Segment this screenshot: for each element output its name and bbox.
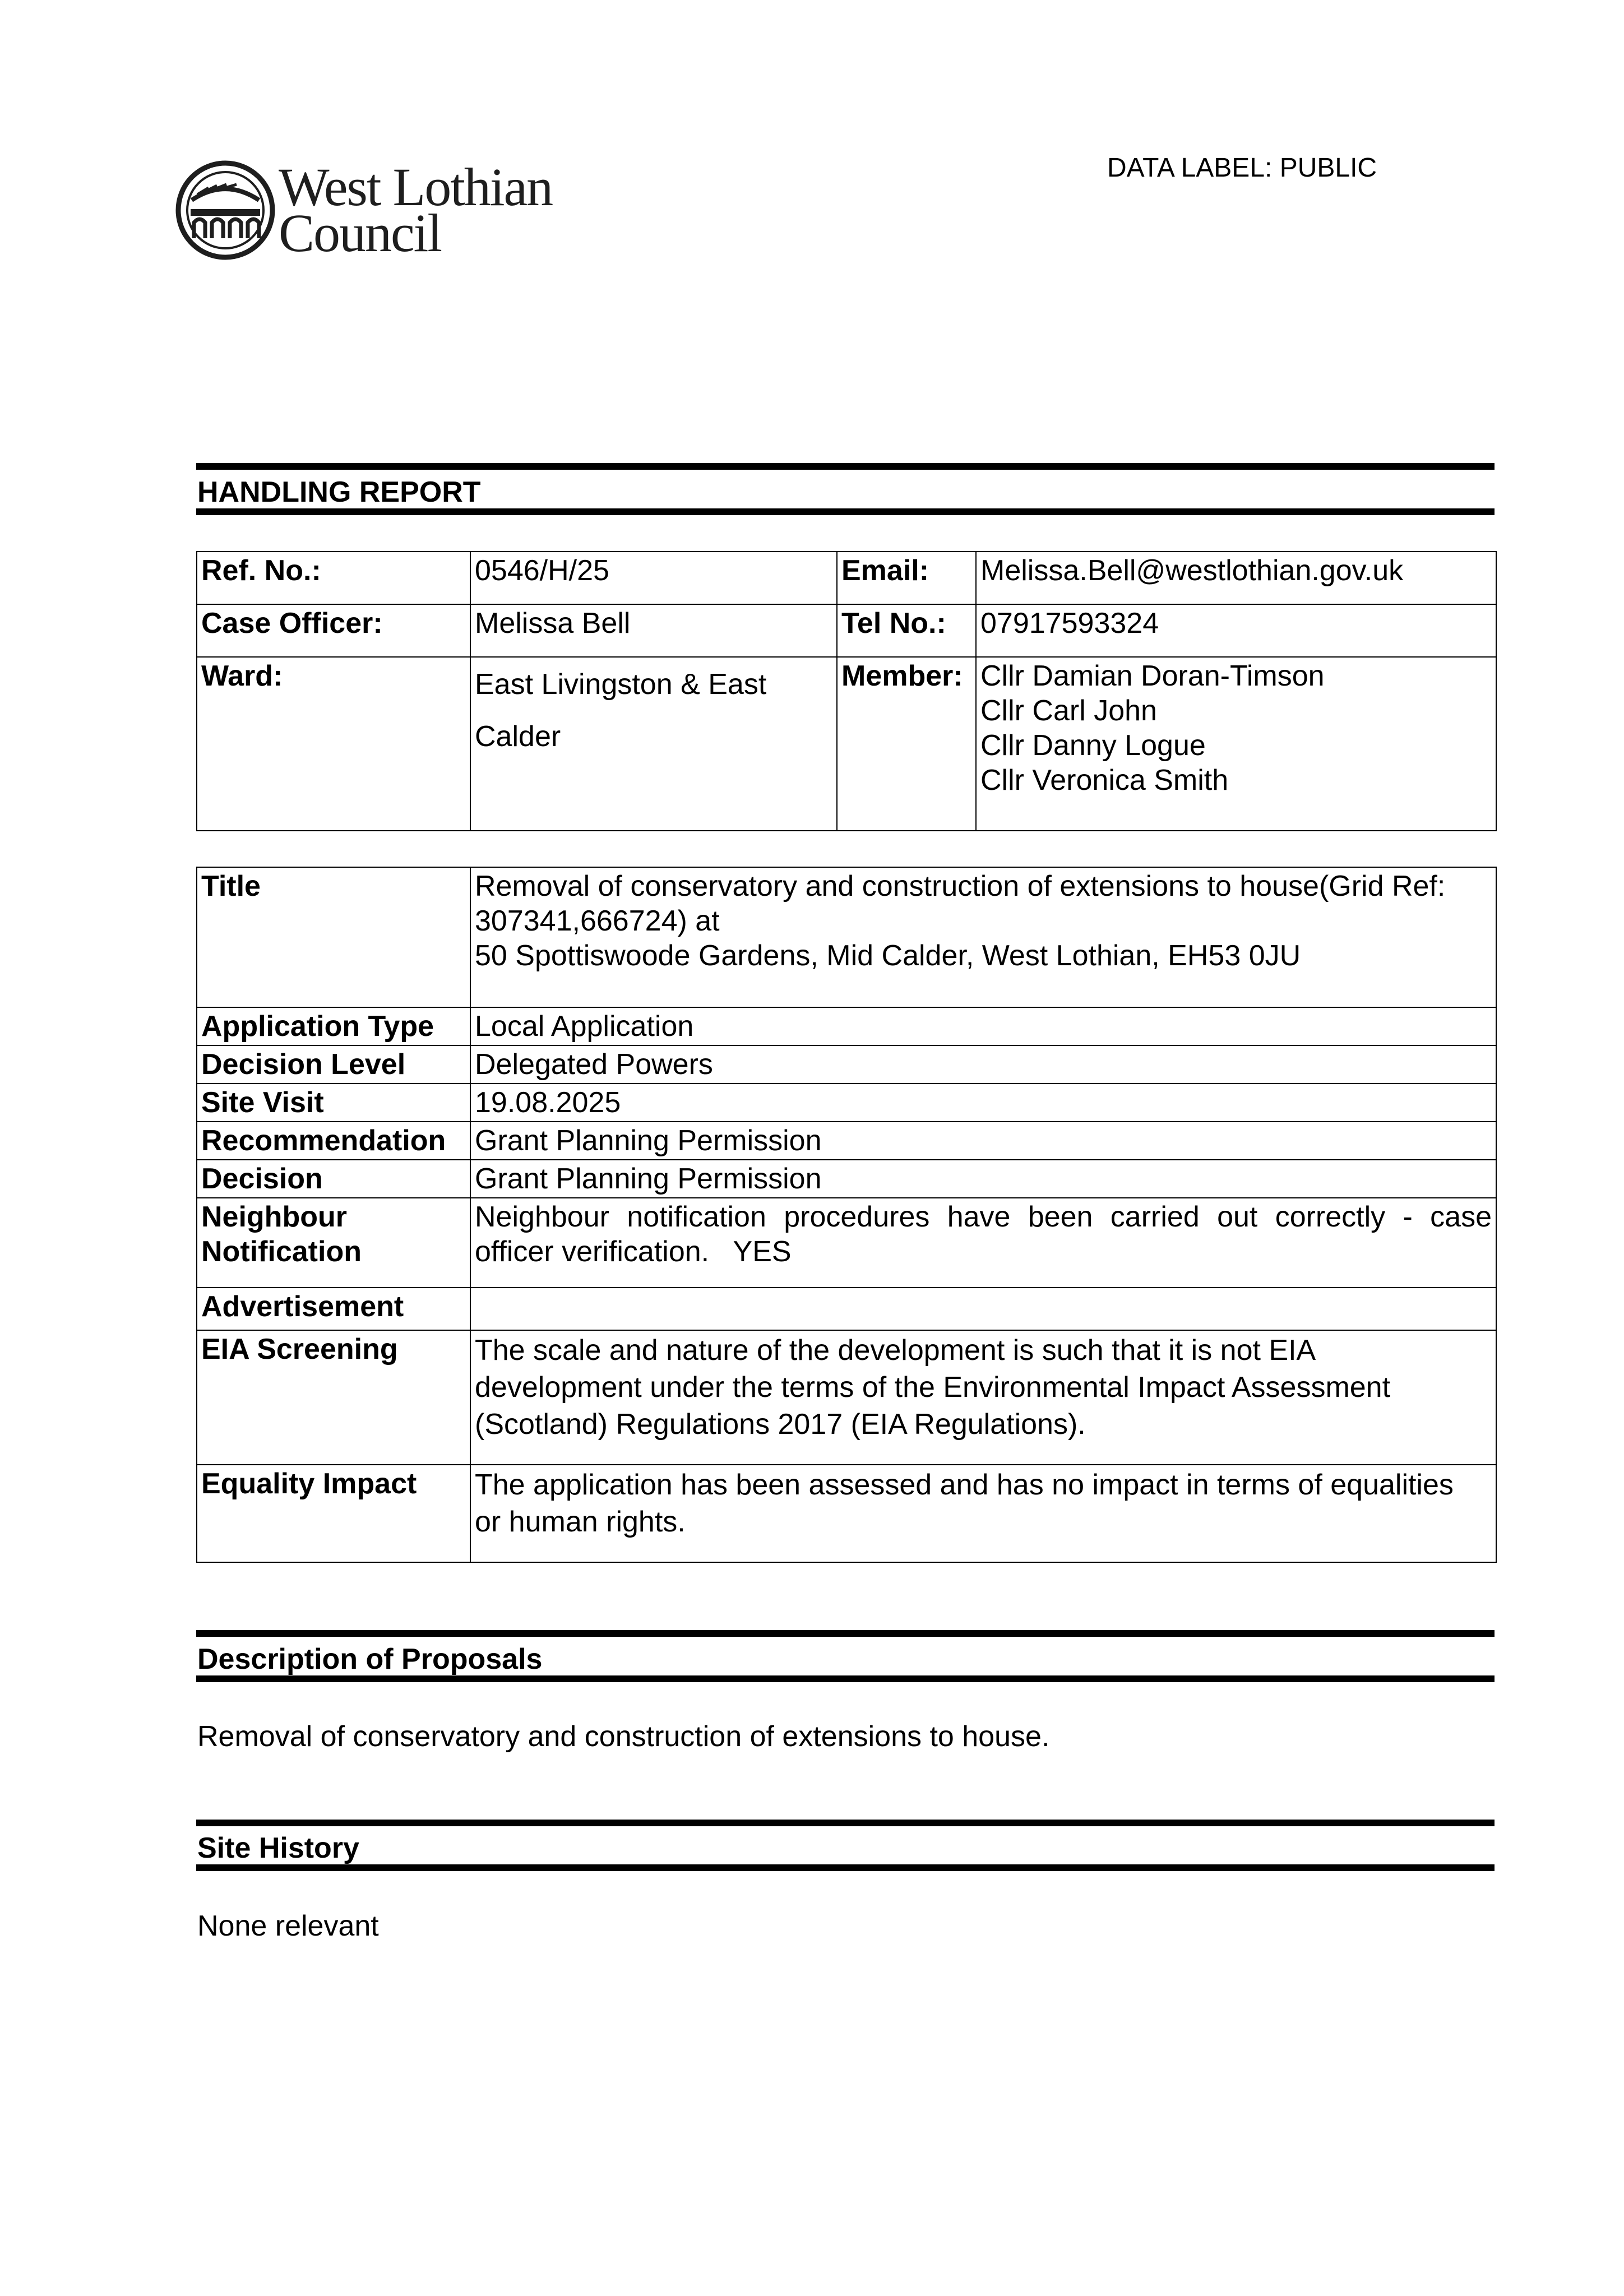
neighbour-notification-value (470, 1198, 1496, 1288)
logo-wordmark (279, 157, 553, 263)
table-row (197, 552, 1496, 604)
title-line: 50 Spottiswoode Gardens, Mid Calder, West Lothian, EH53 0JU (475, 939, 1301, 972)
logo-line-2: Council (279, 203, 441, 263)
title-line: 307341,666724) at (475, 905, 720, 937)
ward-value (470, 657, 837, 831)
site-history-text: None relevant (197, 1910, 379, 1942)
equality-impact-value (470, 1465, 1496, 1562)
member-item: Cllr Veronica Smith (980, 764, 1229, 797)
ref-value: 0546/H/25 (470, 552, 837, 604)
case-officer-value: Melissa Bell (470, 604, 837, 657)
table-row (197, 1465, 1496, 1562)
site-history-heading: Site History (197, 1832, 359, 1864)
eia-screening-label: EIA Screening (197, 1330, 470, 1465)
neighbour-notification-label (197, 1198, 470, 1288)
equality-line: The application has been assessed and has no impact in terms of equalities (475, 1469, 1454, 1501)
rule-top (196, 463, 1495, 470)
rule-top (196, 1820, 1495, 1826)
tel-value: 07917593324 (976, 604, 1496, 657)
data-label: DATA LABEL: PUBLIC (1107, 153, 1377, 183)
table-row (197, 1288, 1496, 1330)
email-link[interactable]: Melissa.Bell@westlothian.gov.uk (976, 552, 1496, 604)
decision-level-label: Decision Level (197, 1045, 470, 1084)
rule-bottom (196, 1864, 1495, 1871)
case-officer-label: Case Officer: (197, 604, 470, 657)
eia-line: (Scotland) Regulations 2017 (EIA Regulations). (475, 1408, 1086, 1441)
equality-impact-label: Equality Impact (197, 1465, 470, 1562)
recommendation-label: Recommendation (197, 1122, 470, 1160)
table-row (197, 604, 1496, 657)
label-line: Neighbour (201, 1201, 347, 1233)
member-item: Cllr Carl John (980, 695, 1157, 727)
eia-line: development under the terms of the Environmental Impact Assessment (475, 1371, 1391, 1404)
member-list (976, 657, 1496, 831)
neighbour-line: officer verification. YES (475, 1235, 792, 1268)
application-type-value: Local Application (470, 1007, 1496, 1045)
site-visit-value: 19.08.2025 (470, 1084, 1496, 1122)
equality-line: or human rights. (475, 1506, 686, 1538)
decision-level-value: Delegated Powers (470, 1045, 1496, 1084)
tel-label: Tel No.: (837, 604, 976, 657)
ref-label: Ref. No.: (197, 552, 470, 604)
table-row (197, 1007, 1496, 1045)
decision-value: Grant Planning Permission (470, 1160, 1496, 1198)
title-label: Title (197, 867, 470, 1007)
recommendation-value: Grant Planning Permission (470, 1122, 1496, 1160)
table-row (197, 1122, 1496, 1160)
table-row (197, 867, 1496, 1007)
table-row (197, 1330, 1496, 1465)
neighbour-line: Neighbour notification procedures have been carried out correctly - case (475, 1201, 1492, 1233)
table-row (197, 1160, 1496, 1198)
member-label: Member: (837, 657, 976, 831)
advertisement-value (470, 1288, 1496, 1330)
council-logo (175, 157, 556, 272)
proposals-heading: Description of Proposals (197, 1643, 543, 1675)
eia-screening-value (470, 1330, 1496, 1465)
table-row (197, 657, 1496, 831)
title-value (470, 867, 1496, 1007)
label-line: Notification (201, 1235, 362, 1268)
email-label: Email: (837, 552, 976, 604)
report-title: HANDLING REPORT (197, 476, 481, 508)
eia-line: The scale and nature of the development is such that it is not EIA (475, 1334, 1316, 1367)
rule-bottom (196, 508, 1495, 515)
proposals-text: Removal of conservatory and construction of extensions to house. (197, 1720, 1050, 1753)
case-info-table (196, 551, 1497, 831)
ward-label: Ward: (197, 657, 470, 831)
table-row (197, 1084, 1496, 1122)
application-type-label: Application Type (197, 1007, 470, 1045)
logo-line-1: West Lothian (279, 157, 553, 217)
member-item: Cllr Damian Doran-Timson (980, 660, 1325, 692)
table-row (197, 1045, 1496, 1084)
rule-top (196, 1630, 1495, 1637)
site-visit-label: Site Visit (197, 1084, 470, 1122)
ward-line: East Livingston & East (475, 668, 767, 701)
rule-bottom (196, 1675, 1495, 1682)
title-line: Removal of conservatory and construction of extensions to house(Grid Ref: (475, 870, 1446, 902)
member-item: Cllr Danny Logue (980, 729, 1206, 762)
viaduct-emblem-icon (175, 160, 276, 261)
advertisement-label: Advertisement (197, 1288, 470, 1330)
decision-label: Decision (197, 1160, 470, 1198)
table-row (197, 1198, 1496, 1288)
application-details-table (196, 867, 1497, 1563)
ward-line: Calder (475, 720, 561, 753)
